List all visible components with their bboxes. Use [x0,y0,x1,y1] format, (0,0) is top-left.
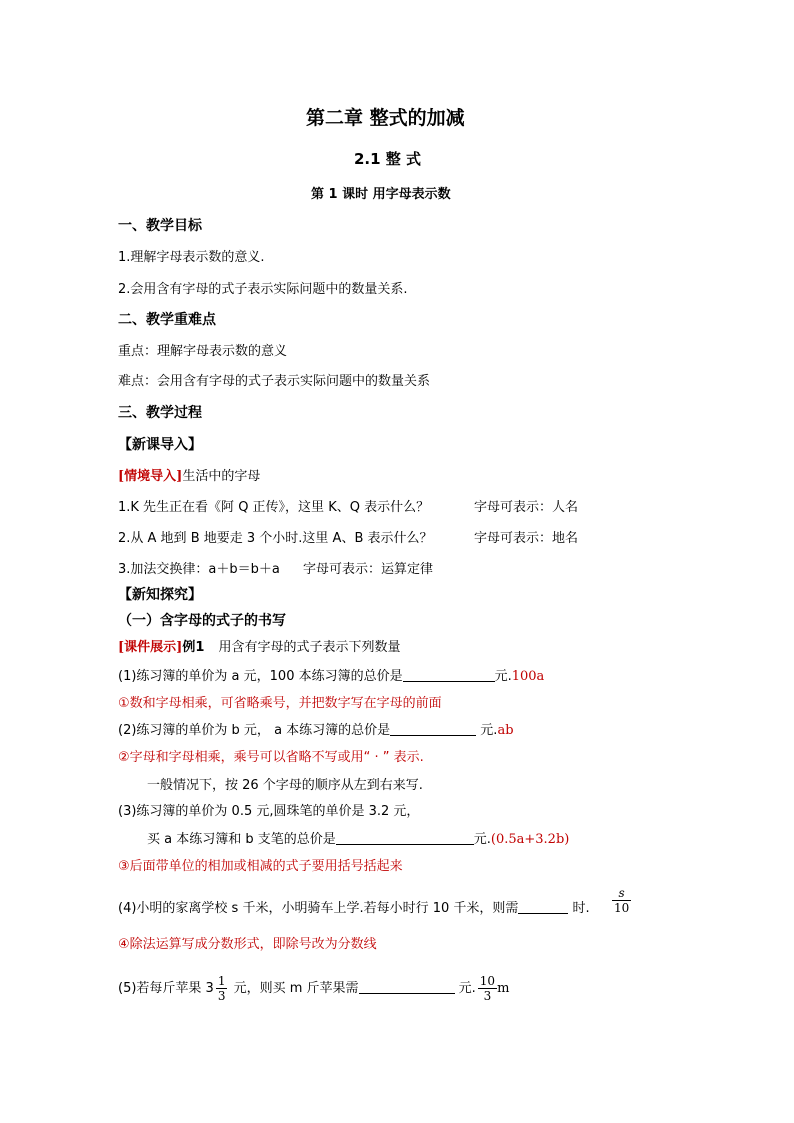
exercise-3-answer: (0.5a+3.2b) [490,832,570,847]
goal-item: 1.理解字母表示数的意义. [118,250,265,265]
exercise-5-text-2: 元，则买 m 斤苹果需 [229,981,359,996]
exercise-5-answer-variable: m [497,981,510,996]
goal-item: 2.会用含有字母的式子表示实际问题中的数量关系. [118,282,408,297]
focus-text: 重点：理解字母表示数的意义 [118,344,288,359]
scene-tag: [情境导入] [118,469,183,484]
exercise-1-text: (1)练习簿的单价为 a 元，100 本练习簿的总价是 [118,669,403,684]
exercise-5 [118,974,509,1003]
rule-4: ④除法运算写成分数形式，即除号改为分数线 [118,937,377,952]
rule-2: ②字母和字母相乘，乘号可以省略不写或用“ · ” 表示. [118,750,424,765]
exercise-2 [118,722,514,740]
exercise-5-text: (5)若每斤苹果 3 [118,981,214,996]
fraction-denominator: 10 [614,901,630,915]
answer-blank [359,980,455,994]
unit-text: 元. [473,832,491,847]
exercise-4 [118,900,590,918]
answer-3: 字母可表示：运算定律 [303,562,434,577]
example-text: 用含有字母的式子表示下列数量 [218,640,401,655]
answer-blank [336,831,474,845]
key-points-heading: 二、教学重难点 [118,312,216,328]
exercise-4-answer-fraction [612,886,631,915]
answer-blank [518,900,568,914]
unit-text: 元. [494,669,512,684]
process-heading: 三、教学过程 [118,405,202,421]
sub-heading: （一）含字母的式子的书写 [118,613,286,629]
section-title: 2.1 整 式 [354,150,422,168]
exercise-1 [118,668,544,686]
chapter-title: 第二章 整式的加减 [306,107,465,129]
example-line [118,639,401,657]
unit-text: 元. [454,981,476,996]
mixed-fraction: $\frac{1}{3}$ [217,974,226,1003]
order-note: 一般情况下，按 26 个字母的顺序从左到右来写. [147,778,423,793]
question-2: 2.从 A 地到 B 地要走 3 个小时.这里 A、B 表示什么？ [118,531,433,546]
intro-heading: 【新课导入】 [118,437,202,453]
goals-heading: 一、教学目标 [118,218,202,234]
explore-heading: 【新知探究】 [118,587,202,603]
fraction-numerator: s [612,886,631,901]
exercise-3-text: 买 a 本练习簿和 b 支笔的总价是 [147,832,336,847]
lesson-title: 第 1 课时 用字母表示数 [311,187,451,202]
exercise-3: (3)练习簿的单价为 0.5 元,圆珠笔的单价是 3.2 元， [118,804,420,819]
answer-blank [390,722,476,736]
rule-1: ①数和字母相乘，可省略乘号，并把数字写在字母的前面 [118,696,442,711]
answer-2: 字母可表示：地名 [474,531,579,546]
exercise-2-answer: ab [497,723,514,738]
unit-text: 元. [476,723,498,738]
unit-text: 时. [568,901,590,916]
example-label: 例1 [182,640,205,655]
scene-line [118,468,260,486]
exercise-3-line-2 [147,831,569,849]
answer-blank [403,668,495,682]
answer-1: 字母可表示：人名 [474,500,579,515]
exercise-2-text: (2)练习簿的单价为 b 元， a 本练习簿的总价是 [118,723,391,738]
exercise-1-answer: 100a [511,669,545,684]
difficulty-text: 难点：会用含有字母的式子表示实际问题中的数量关系 [118,374,431,389]
question-3: 3.加法交换律：a＋b＝b＋a [118,562,280,577]
exercise-4-text: (4)小明的家离学校 s 千米，小明骑车上学.若每小时行 10 千米，则需 [118,901,519,916]
rule-3: ③后面带单位的相加或相减的式子要用括号括起来 [118,859,403,874]
question-1: 1.K 先生正在看《阿 Q 正传》，这里 K、Q 表示什么？ [118,500,430,515]
exercise-5-answer-fraction: $\frac{10}{3}$ [479,974,496,1003]
scene-text: 生活中的字母 [182,469,261,484]
example-tag: [课件展示] [118,640,183,655]
